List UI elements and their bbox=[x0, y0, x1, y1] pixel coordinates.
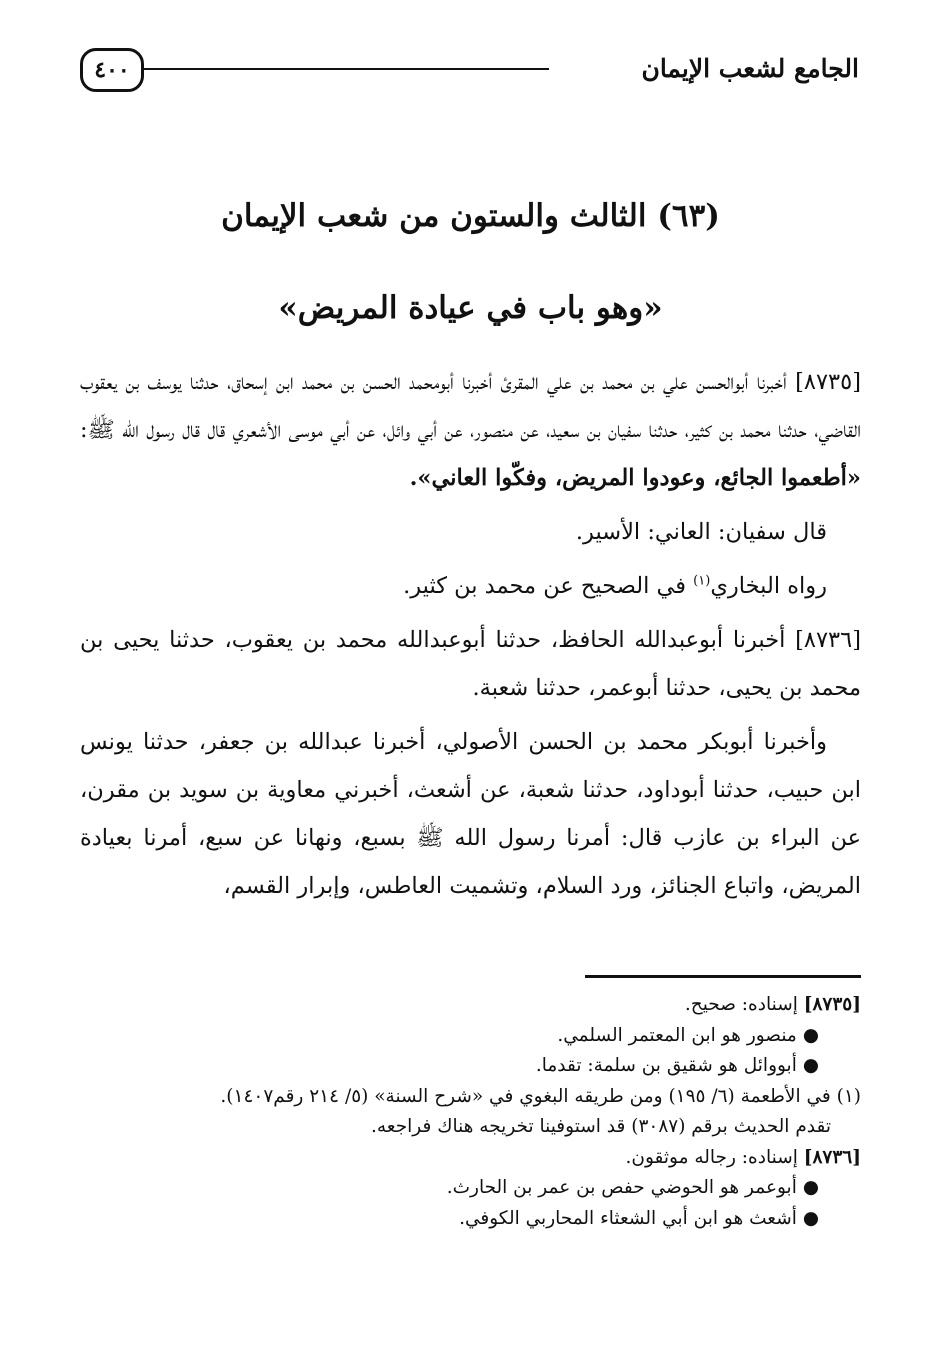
footnote-8736-bullet-2 bbox=[80, 1204, 861, 1235]
footnote-1-continuation: تقدم الحديث برقم (٣٠٨٧) قد استوفينا تخريجه هناك فراجعه. bbox=[370, 1116, 831, 1137]
footnote-8735-text: إسناده: صحيح. bbox=[684, 994, 804, 1015]
bukhari-note-end: في الصحيح عن محمد بن كثير. bbox=[403, 573, 694, 599]
sufyan-note: قال سفيان: العاني: الأسير. bbox=[575, 519, 827, 545]
footnote-8735-bullet-2 bbox=[80, 1051, 861, 1082]
main-text bbox=[80, 358, 861, 916]
footnote-8735-bullet-1 bbox=[80, 1021, 861, 1052]
footnote-8735-ref: [٨٧٣٥] bbox=[803, 994, 861, 1015]
running-header bbox=[80, 48, 859, 98]
footnote-bullet-text: أبووائل هو شقيق بن سلمة: تقدما. bbox=[535, 1055, 797, 1076]
chapter-title: (٦٣) الثالث والستون من شعب الإيمان bbox=[221, 198, 720, 234]
page-number-badge: ٤٠٠ bbox=[80, 48, 144, 92]
chapter-subtitle: «وهو باب في عيادة المريض» bbox=[278, 290, 663, 326]
footnote-marker-1: (١) bbox=[693, 573, 711, 589]
footnotes bbox=[80, 990, 861, 1234]
footnote-separator bbox=[585, 975, 861, 978]
bullet-icon: ● bbox=[802, 1207, 819, 1229]
footnote-8735 bbox=[80, 990, 861, 1021]
bukhari-note-start: رواه البخاري bbox=[710, 573, 827, 599]
hadith-8735-matn: «أطعموا الجائع، وعودوا المريض، وفكّوا العاني». bbox=[409, 465, 861, 491]
bukhari-note bbox=[80, 562, 861, 610]
bullet-icon: ● bbox=[802, 1055, 819, 1076]
hadith-8736-second-chain: وأخبرنا أبوبكر محمد بن الحسن الأصولي، أخبرنا عبدالله بن جعفر، حدثنا يونس ابن حبيب، حدثنا أبوداود، حدثنا شعبة، عن أشعث، أخبرني معاوية بن سويد بن مقرن، عن البراء بن عازب قال: أمرنا رسول الله ﷺ بسبع، ونهانا عن سبع، أمرنا بعيادة المريض، واتباع الجنائز، ورد السلام، وتشميت العاطس، وإبرار القسم، bbox=[80, 729, 861, 899]
footnote-bullet-text: أشعث هو ابن أبي الشعثاء المحاربي الكوفي. bbox=[459, 1207, 797, 1229]
hadith-8735 bbox=[80, 358, 861, 502]
hadith-8736: [٨٧٣٦] أخبرنا أبوعبدالله الحافظ، حدثنا أبوعبدالله محمد بن يعقوب، حدثنا يحيى بن محمد بن يحيى، حدثنا أبوعمر، حدثنا شعبة. bbox=[80, 627, 861, 701]
header-rule bbox=[144, 68, 549, 70]
bullet-icon: ● bbox=[802, 1024, 819, 1046]
footnote-8736-text: إسناده: رجاله موثقون. bbox=[625, 1146, 804, 1168]
footnote-bullet-text: أبوعمر هو الحوضي حفص بن عمر بن الحارث. bbox=[446, 1177, 797, 1198]
footnote-bullet-text: منصور هو ابن المعتمر السلمي. bbox=[557, 1024, 797, 1046]
running-title: الجامع لشعب الإيمان bbox=[641, 54, 859, 83]
hadith-8735-isnad: [٨٧٣٥] أخبرنا أبوالحسن علي بن محمد بن علي المقرئ أخبرنا أبومحمد الحسن بن محمد ابن إسحاق، حدثنا يوسف بن يعقوب القاضي، حدثنا محمد بن كثير، حدثنا سفيان بن سعيد، عن منصور، عن أبي وائل، عن أبي موسى الأشعري قال قال رسول الله ﷺ: bbox=[80, 369, 861, 443]
footnote-8736 bbox=[80, 1143, 861, 1174]
bullet-icon: ● bbox=[802, 1177, 819, 1198]
footnote-8736-ref: [٨٧٣٦] bbox=[803, 1146, 861, 1168]
footnote-1: (١) في الأطعمة (٦/ ١٩٥) ومن طريقه البغوي في «شرح السنة» (٥/ ٢١٤ رقم١٤٠٧). bbox=[220, 1085, 861, 1107]
footnote-8736-bullet-1 bbox=[80, 1173, 861, 1204]
